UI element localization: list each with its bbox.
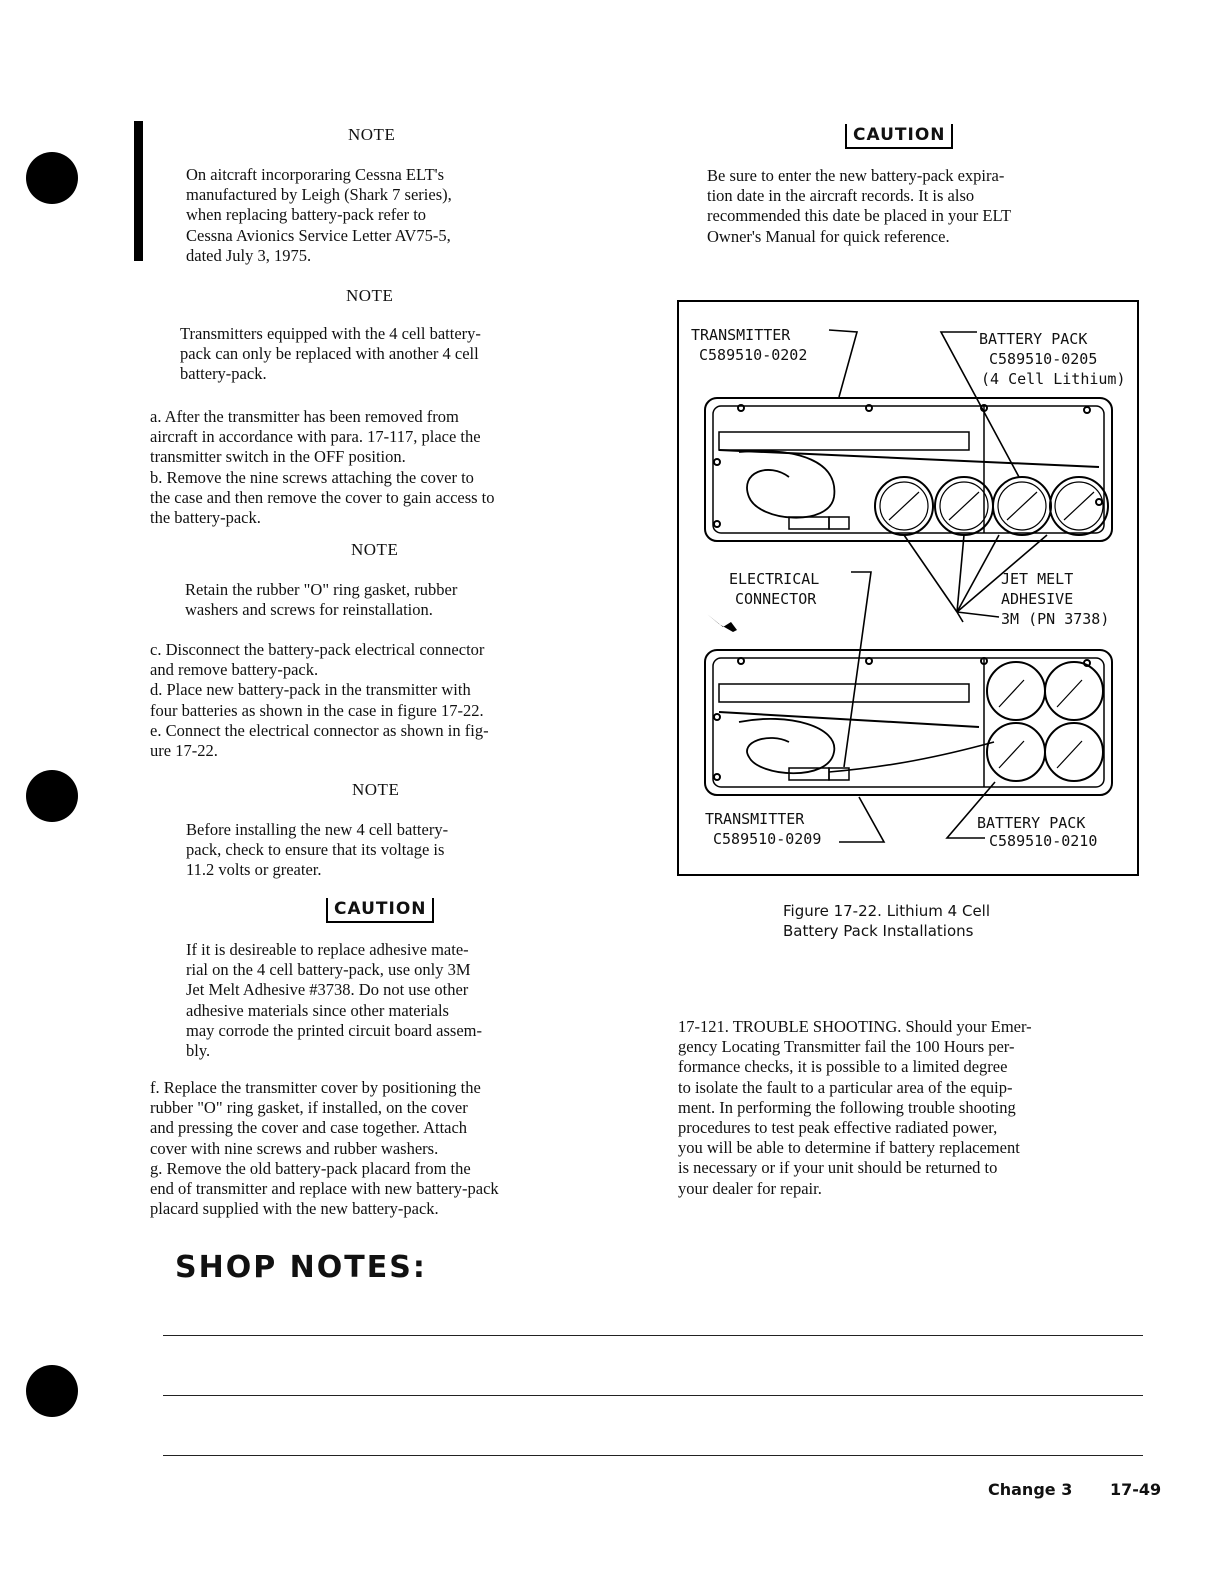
shop-notes-line-3 [163,1455,1143,1456]
bottom-cell-1 [987,662,1045,720]
steps-a-b: a. After the transmitter has been removed from aircraft in accordance with para. 17-117, place the transmitter switch in the OFF position. b. Remove the nine screws attaching the cover to the case and then remove the cover to gain access to the battery-pack. [150,407,495,528]
note-text-1: On aitcraft incorporaring Cessna ELT's manufactured by Leigh (Shark 7 series), when replacing battery-pack refer to Cessna Avionics Service Letter AV75-5, dated July 3, 1975. [186,165,452,265]
label-adhesive: ADHESIVE [1001,590,1074,608]
figure-caption: Figure 17-22. Lithium 4 Cell Battery Pack Installations [783,902,991,940]
label-connector: CONNECTOR [735,590,817,608]
shop-notes-line-2 [163,1395,1143,1396]
note-heading-1: NOTE [348,125,396,144]
note-text-4: Before installing the new 4 cell battery- pack, check to ensure that its voltage is 11.2 volts or greater. [186,820,449,880]
footer-page-number: 17-49 [1110,1480,1162,1499]
caution-text-right: Be sure to enter the new battery-pack expira- tion date in the aircraft records. It is also recommended this date be placed in your ELT Owner's Manual for quick reference. [707,166,1012,246]
steps-f-g: f. Replace the transmitter cover by positioning the rubber "O" ring gasket, if installed, on the cover and pressing the cover and case together. Attach cover with nine screws and rubber washers. g. Remove the old battery-pack placard from the end of transmitter and replace with new battery-pack placard supplied with the new battery-pack. [150,1078,499,1219]
footer-change: Change 3 [988,1480,1073,1499]
label-battery-bottom: BATTERY PACK [977,814,1086,832]
figure-17-22 [677,300,1139,876]
shop-notes-heading: SHOP NOTES: [175,1250,427,1285]
note-heading-2: NOTE [346,286,394,305]
label-transmitter-bottom-pn: C589510-0209 [713,830,822,848]
label-electrical: ELECTRICAL [729,570,820,588]
note-text-2: Transmitters equipped with the 4 cell battery- pack can only be replaced with another 4 cell battery-pack. [180,324,481,384]
arrow-icon [707,614,737,632]
label-transmitter-top-pn: C589510-0202 [699,346,808,364]
note-heading-4: NOTE [352,780,400,799]
label-battery-top-desc: (4 Cell Lithium) [981,370,1126,388]
steps-c-e: c. Disconnect the battery-pack electrical connector and remove battery-pack. d. Place new battery-pack in the transmitter with four batteries as shown in the case in figure 17-22. e. Connect the electrical connector as shown in fig- ure 17-22. [150,640,489,761]
label-battery-top-pn: C589510-0205 [989,350,1098,368]
label-transmitter-top: TRANSMITTER [691,326,791,344]
bottom-cell-3 [987,723,1045,781]
caution-badge-right: CAUTION [845,124,953,149]
note-heading-3: NOTE [351,540,399,559]
note-text-3: Retain the rubber "O" ring gasket, rubber washers and screws for reinstallation. [185,580,458,620]
caution-badge-left: CAUTION [326,898,434,923]
bottom-cell-4 [1045,723,1103,781]
punch-hole-bottom [26,1365,78,1417]
trouble-shooting-paragraph: 17-121. TROUBLE SHOOTING. Should your Emer- gency Locating Transmitter fail the 100 Hours per- formance checks, it is possible to a limited degree to isolate the fault to a particular area of the equip- ment. In performing the following trouble shooting procedures to test peak effective radiated power, you will be able to determine if battery replacement is necessary or if your unit should be returned to your dealer for repair. [678,1017,1032,1198]
label-adhesive-pn: 3M (PN 3738) [1001,610,1110,628]
change-bar [134,121,143,261]
punch-hole-top [26,152,78,204]
label-battery-bottom-pn: C589510-0210 [989,832,1098,850]
label-jet-melt: JET MELT [1001,570,1074,588]
label-transmitter-bottom: TRANSMITTER [705,810,805,828]
bottom-cell-2 [1045,662,1103,720]
caution-text-left: If it is desireable to replace adhesive mate- rial on the 4 cell battery-pack, use only 3M Jet Melt Adhesive #3738. Do not use other adhesive materials since other materials may corrode the printed circuit board assem- bly. [186,940,482,1061]
punch-hole-middle [26,770,78,822]
shop-notes-line-1 [163,1335,1143,1336]
label-battery-top: BATTERY PACK [979,330,1088,348]
